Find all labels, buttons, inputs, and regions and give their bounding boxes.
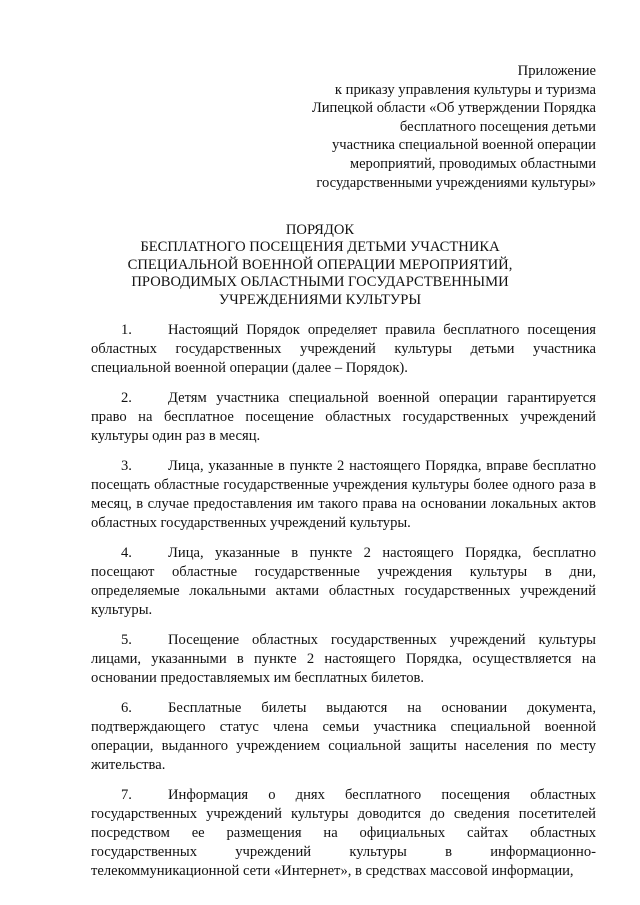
document-title	[90, 222, 550, 309]
paragraph-text: Посещение областных государственных учреждений культуры лицами, указанными в пункте 2 настоящего Порядка, осуществляется на основании предоставляемых им бесплатных билетов.	[91, 632, 596, 686]
title-line: БЕСПЛАТНОГО ПОСЕЩЕНИЯ ДЕТЬМИ УЧАСТНИКА	[140, 239, 500, 256]
appendix-line: государственными учреждениями культуры»	[316, 174, 596, 191]
paragraph-number: 4.	[121, 545, 132, 561]
appendix-line: мероприятий, проводимых областными	[349, 155, 596, 172]
paragraph-text: Настоящий Порядок определяет правила бесплатного посещения областных государственных учреждений культуры детьми участника специальной военной операции (далее – Порядок).	[91, 322, 596, 376]
document-body	[91, 321, 596, 892]
paragraph-number: 3.	[121, 458, 132, 474]
paragraph-6	[91, 699, 596, 775]
paragraph-3	[91, 457, 596, 533]
paragraph-4	[91, 544, 596, 620]
appendix-line: бесплатного посещения детьми	[399, 118, 596, 135]
paragraph-5	[91, 631, 596, 688]
paragraph-number: 7.	[121, 787, 132, 803]
paragraph-number: 2.	[121, 390, 132, 406]
paragraph-2	[91, 389, 596, 446]
paragraph-text: Лица, указанные в пункте 2 настоящего Порядка, вправе бесплатно посещать областные государственные учреждения культуры более одного раза в месяц, в случае предоставления им такого права на основании локальных актов областных государственных учреждений культуры.	[91, 458, 596, 531]
appendix-line: Приложение	[517, 63, 596, 79]
paragraph-text: Бесплатные билеты выдаются на основании документа, подтверждающего статус члена семьи участника специальной военной операции, выданного учреждением социальной защиты населения по месту жительства.	[91, 700, 596, 773]
paragraph-number: 1.	[121, 322, 132, 338]
paragraph-text: Информация о днях бесплатного посещения областных государственных учреждений культуры доводится до сведения посетителей посредством ее размещения на официальных сайтах областных государственных учреждений культуры в информационно-телекоммуникационной сети «Интернет», в средствах массовой информации,	[91, 787, 596, 879]
title-line: СПЕЦИАЛЬНОЙ ВОЕННОЙ ОПЕРАЦИИ МЕРОПРИЯТИЙ,	[127, 256, 513, 273]
title-line: ПОРЯДОК	[285, 222, 355, 238]
paragraph-text: Детям участника специальной военной операции гарантируется право на бесплатное посещение областных государственных учреждений культуры один раз в месяц.	[91, 390, 596, 444]
paragraph-text: Лица, указанные в пункте 2 настоящего Порядка, бесплатно посещают областные государственные учреждения культуры в дни, определяемые локальными актами областных государственных учреждений культуры.	[91, 545, 596, 618]
paragraph-number: 5.	[121, 632, 132, 648]
paragraph-1	[91, 321, 596, 378]
title-line: ПРОВОДИМЫХ ОБЛАСТНЫМИ ГОСУДАРСТВЕННЫМИ	[131, 274, 509, 291]
appendix-header	[256, 62, 596, 192]
paragraph-number: 6.	[121, 700, 132, 716]
appendix-line: Липецкой области «Об утверждении Порядка	[311, 100, 596, 117]
appendix-line: участника специальной военной операции	[332, 137, 596, 154]
appendix-line: к приказу управления культуры и туризма	[334, 81, 596, 98]
paragraph-7	[91, 786, 596, 881]
title-line: УЧРЕЖДЕНИЯМИ КУЛЬТУРЫ	[218, 291, 422, 308]
